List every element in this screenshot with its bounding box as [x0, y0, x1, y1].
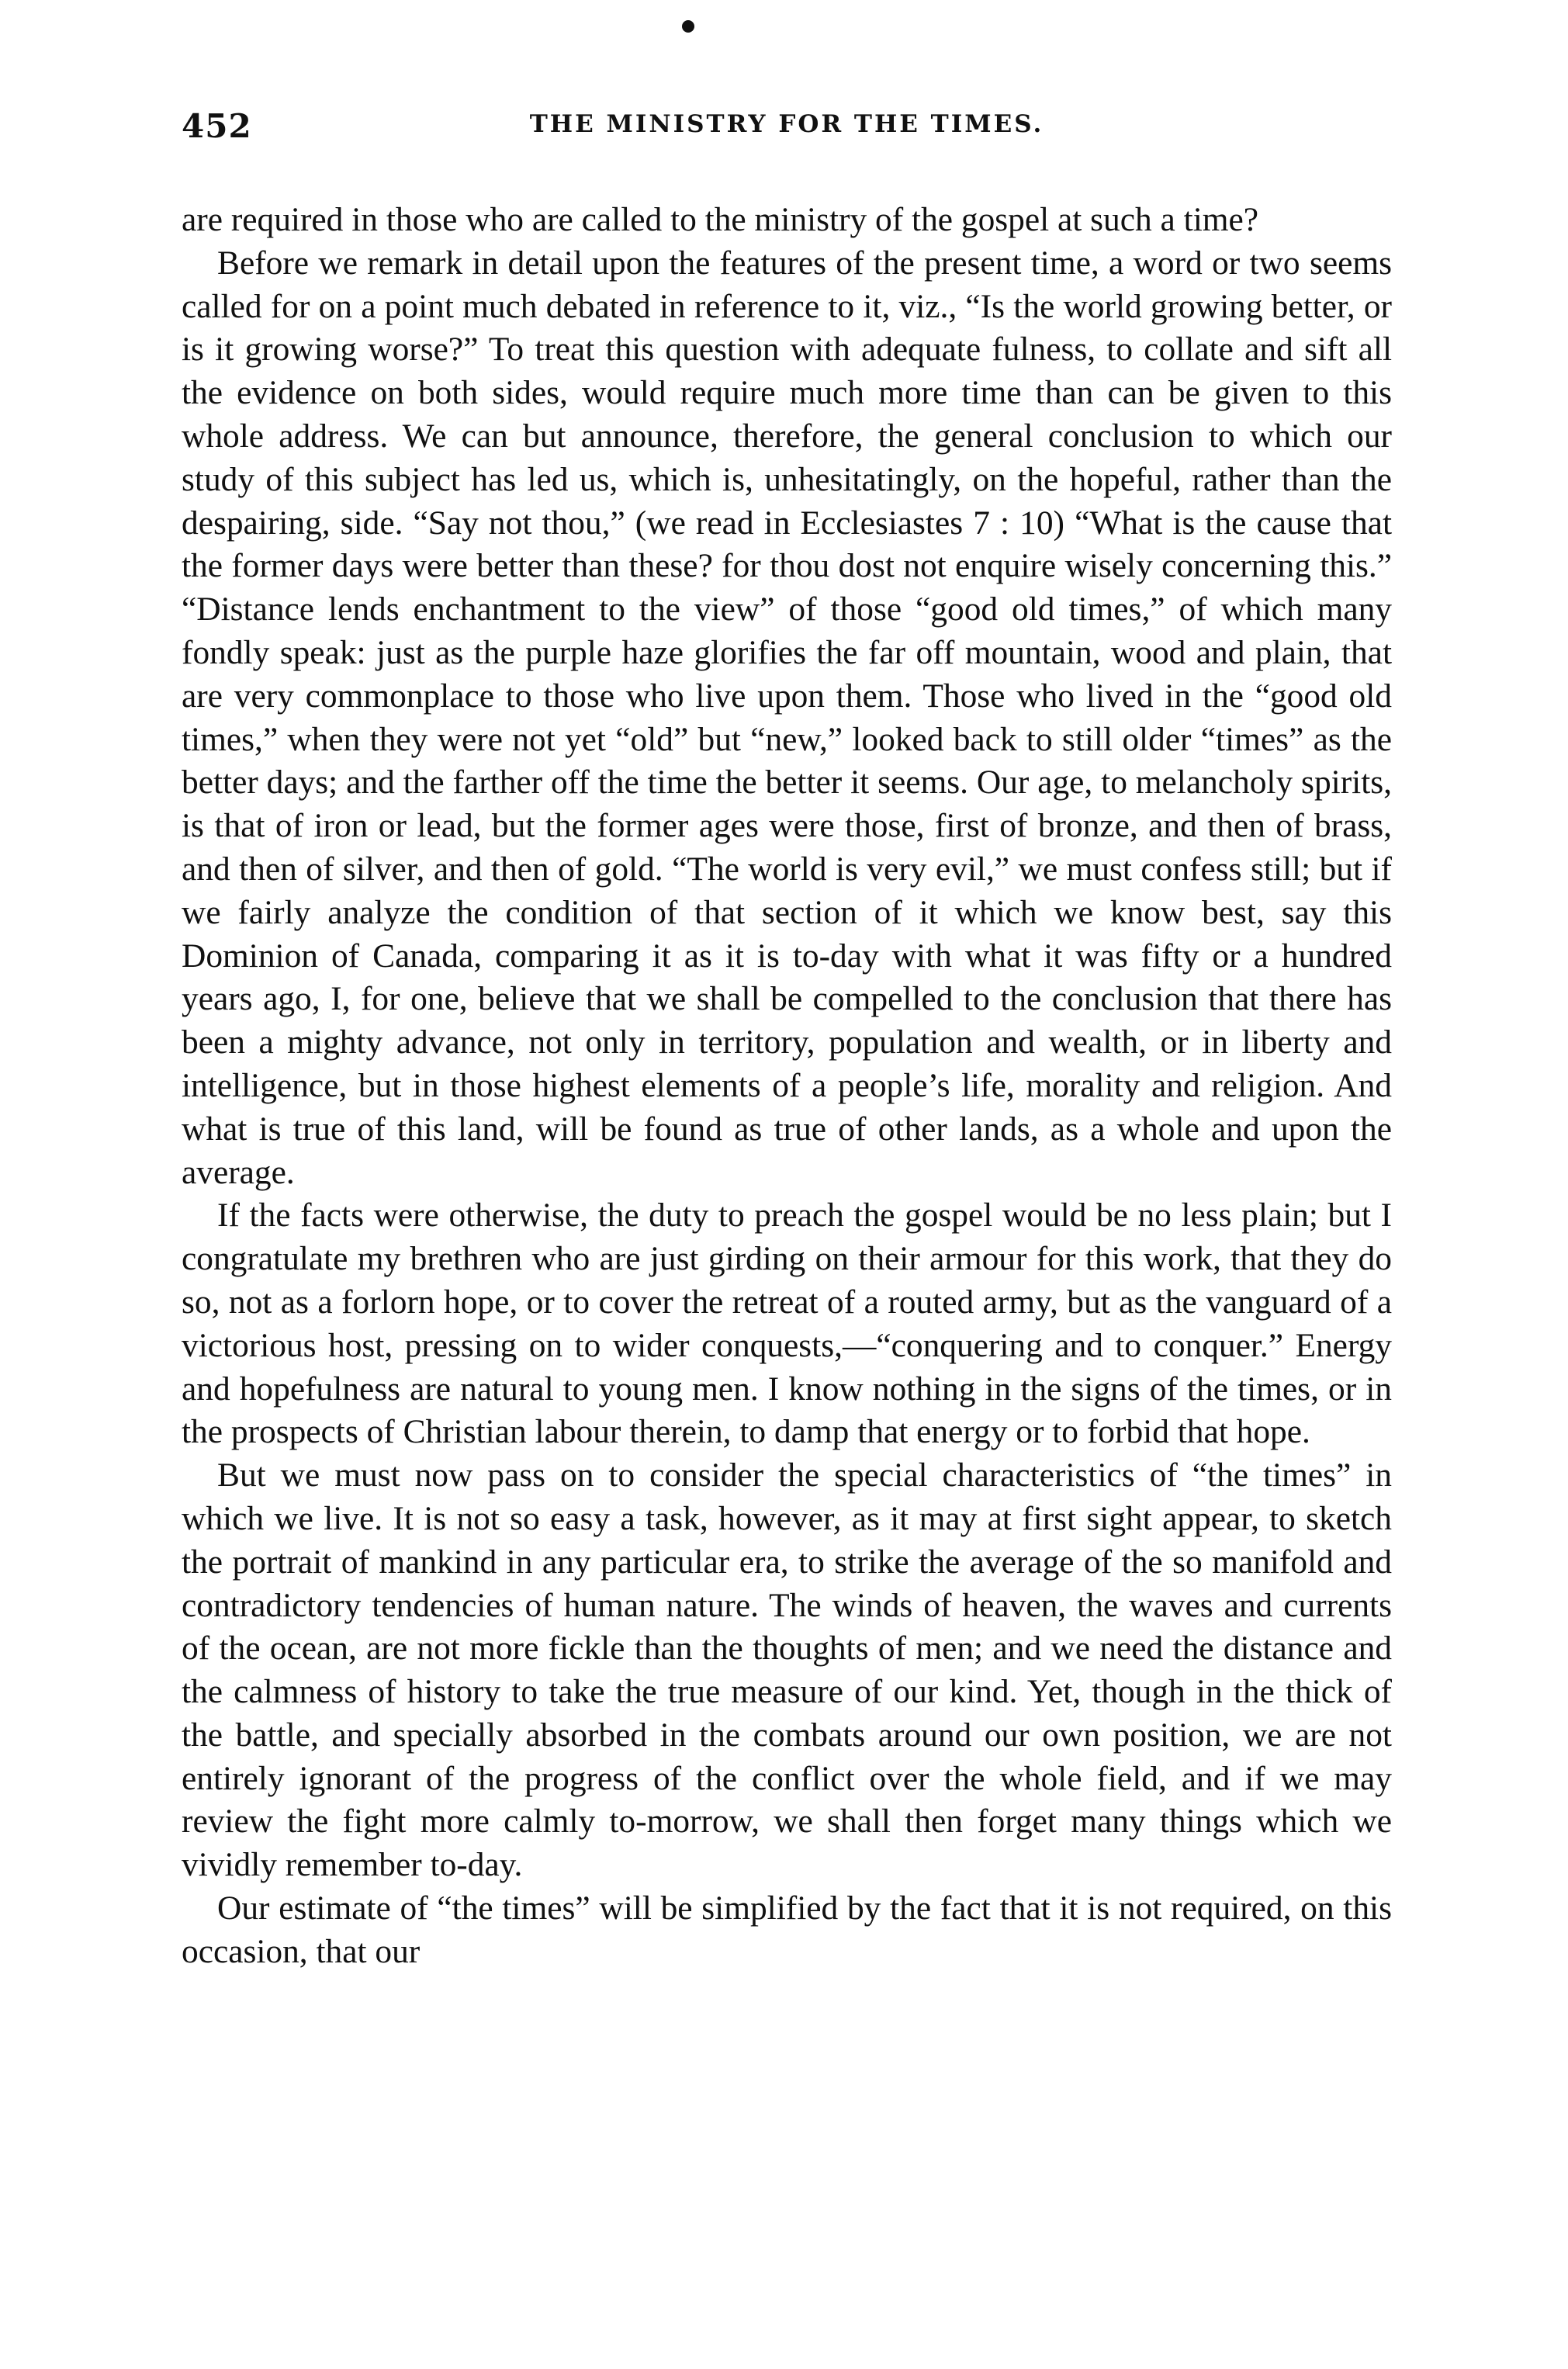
book-page: [182, 0, 1392, 2369]
page-number: 452: [182, 107, 252, 145]
paragraph-world-growing-better: Before we remark in detail upon the features of the present time, a word or two seems called for on a point much debated in reference to it, viz., “Is the world growing better, or is it growing worse?” To treat this question with adequate fulness, to collate and sift all the evidence on both sides, would require much more time than can be given to this whole address. We can but announce, therefore, the general conclusion to which our study of this subject has led us, which is, unhesitatingly, on the hopeful, rather than the despairing, side. “Say not thou,” (we read in Ecclesiastes 7 : 10) “What is the cause that the former days were better than these? for thou dost not enquire wisely concerning this.” “Distance lends enchantment to the view” of those “good old times,” of which many fondly speak: just as the purple haze glorifies the far off mountain, wood and plain, that are very commonplace to those who live upon them. Those who lived in the “good old times,” when they were not yet “old” but “new,” looked back to still older “times” as the better days; and the farther off the time the better it seems. Our age, to melancholy spirits, is that of iron or lead, but the former ages were those, first of bronze, and then of brass, and then of silver, and then of gold. “The world is very evil,” we must confess still; but if we fairly analyze the condition of that section of it which we know best, say this Dominion of Canada, comparing it as it is to-day with what it was fifty or a hundred years ago, I, for one, believe that we shall be compelled to the conclusion that there has been a mighty advance, not only in territory, population and wealth, or in liberty and intelligence, but in those highest elements of a people’s life, morality and religion. And what is true of this land, will be found as true of other lands, as a whole and upon the average.: [182, 244, 1392, 1191]
paragraph-duty-to-preach: If the facts were otherwise, the duty to preach the gospel would be no less plain; but I congratulate my brethren who are just girding on their armour for this work, that they do so, not as a forlorn hope, or to cover the retreat of a routed army, but as the vanguard of a victorious host, pressing on to wider conquests,—“conquering and to conquer.” Energy and hopefulness are natural to young men. I know nothing in the signs of the times, or in the prospects of Christian labour therein, to damp that energy or to forbid that hope.: [182, 1197, 1392, 1451]
page-header: [182, 107, 1392, 154]
paragraph-continuation: are required in those who are called to the ministry of the gospel at such a time?: [182, 201, 1259, 238]
body-text: [182, 199, 1392, 1974]
ink-dot: [682, 20, 694, 33]
paragraph-special-characteristics: But we must now pass on to consider the special characteristics of “the times” in which we live. It is not so easy a task, however, as it may at first sight appear, to sketch the portrait of mankind in any particular era, to strike the average of the so manifold and contradictory tendencies of human nature. The winds of heaven, the waves and currents of the ocean, are not more fickle than the thoughts of men; and we need the distance and the calmness of history to take the true measure of our kind. Yet, though in the thick of the battle, and specially absorbed in the combats around our own position, we are not entirely ignorant of the progress of the conflict over the whole field, and if we may review the fight more calmly to-morrow, we shall then forget many things which we vividly remember to-day.: [182, 1456, 1392, 1884]
paragraph-estimate-of-times: Our estimate of “the times” will be simplified by the fact that it is not required, on this occasion, that our: [182, 1889, 1392, 1970]
running-head: THE MINISTRY FOR THE TIMES.: [529, 110, 1044, 138]
